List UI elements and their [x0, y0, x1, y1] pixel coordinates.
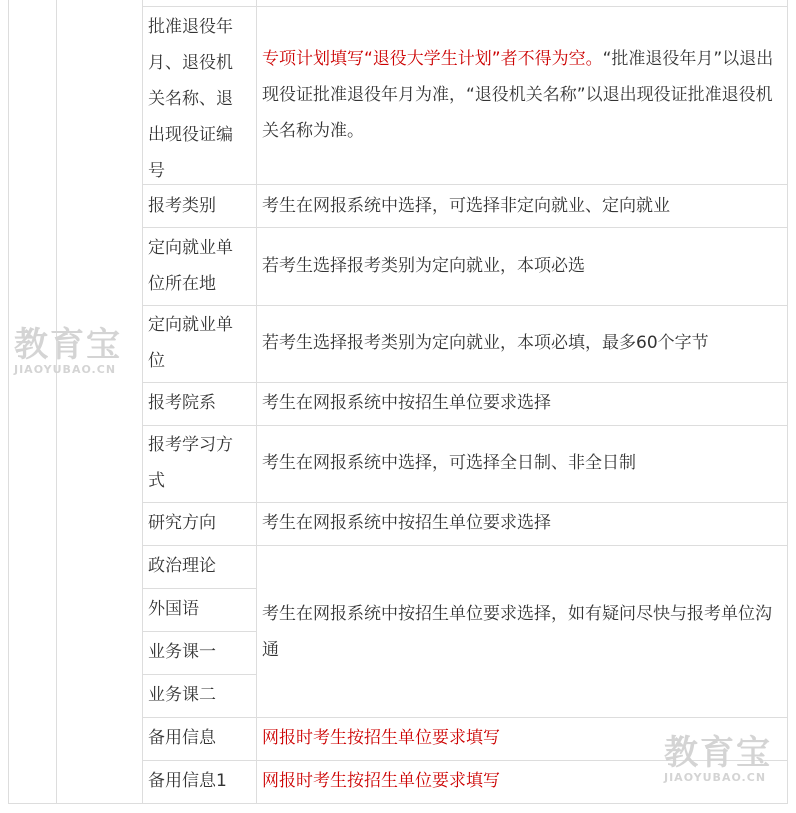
row-value-directed-employer: 若考生选择报考类别为定向就业，本项必填，最多60个字节 — [262, 333, 709, 353]
row-value-reserve-info-1: 网报时考生按招生单位要求填写 — [262, 771, 500, 791]
row-label-foreign-language: 外国语 — [148, 599, 199, 619]
row-value-department: 考生在网报系统中按招生单位要求选择 — [262, 393, 551, 413]
row-divider — [142, 674, 256, 675]
row-divider — [142, 631, 256, 632]
row-value-exam-subjects: 考生在网报系统中按招生单位要求选择，如有疑问尽快与报考单位沟通 — [262, 604, 772, 660]
row-label-research-direction: 研究方向 — [148, 513, 216, 533]
row-label-major-course-1: 业务课一 — [148, 642, 216, 662]
row-value-directed-location: 若考生选择报考类别为定向就业，本项必选 — [262, 256, 585, 276]
row-label-retirement-info: 批准退役年月、退役机关名称、退出现役证编号 — [148, 17, 233, 181]
row-value-study-mode: 考生在网报系统中选择，可选择全日制、非全日制 — [262, 453, 636, 473]
row-value-retirement-info — [262, 41, 782, 149]
row-divider — [142, 227, 788, 228]
row-divider — [142, 305, 788, 306]
row-divider — [142, 425, 788, 426]
row-label-directed-employer: 定向就业单位 — [148, 315, 233, 371]
required-note: 专项计划填写“退役大学生计划”者不得为空。 — [262, 49, 603, 69]
watermark-logo: 教育宝 JIAOYUBAO.CN — [664, 733, 772, 784]
row-value-application-category: 考生在网报系统中选择，可选择非定向就业、定向就业 — [262, 196, 670, 216]
row-label-politics: 政治理论 — [148, 556, 216, 576]
row-divider — [142, 545, 788, 546]
watermark-logo: 教育宝 JIAOYUBAO.CN — [14, 325, 122, 376]
row-divider — [142, 588, 256, 589]
row-label-reserve-info-1: 备用信息1 — [148, 771, 227, 791]
row-divider — [142, 502, 788, 503]
table-border-left — [8, 0, 9, 804]
table-border-bottom — [8, 803, 788, 804]
row-value-reserve-info: 网报时考生按招生单位要求填写 — [262, 728, 500, 748]
row-value-research-direction: 考生在网报系统中按招生单位要求选择 — [262, 513, 551, 533]
row-label-application-category: 报考类别 — [148, 196, 216, 216]
row-label-department: 报考院系 — [148, 393, 216, 413]
row-divider — [142, 760, 788, 761]
row-divider — [142, 717, 788, 718]
row-value-text: “批准退役年月”以退出现役证批准退役年月为准，“退役机关名称”以退出现役证批准退役机关名称为准。 — [262, 49, 774, 141]
row-label-directed-location: 定向就业单位所在地 — [148, 238, 233, 294]
row-label-study-mode: 报考学习方式 — [148, 435, 233, 491]
table-col-divider — [56, 0, 57, 804]
table-border-right — [787, 0, 788, 804]
row-label-major-course-2: 业务课二 — [148, 685, 216, 705]
row-label-reserve-info: 备用信息 — [148, 728, 216, 748]
table-col-divider — [256, 0, 257, 804]
row-divider — [142, 382, 788, 383]
info-table — [8, 0, 788, 804]
row-divider — [142, 6, 788, 7]
table-col-divider — [142, 0, 143, 804]
